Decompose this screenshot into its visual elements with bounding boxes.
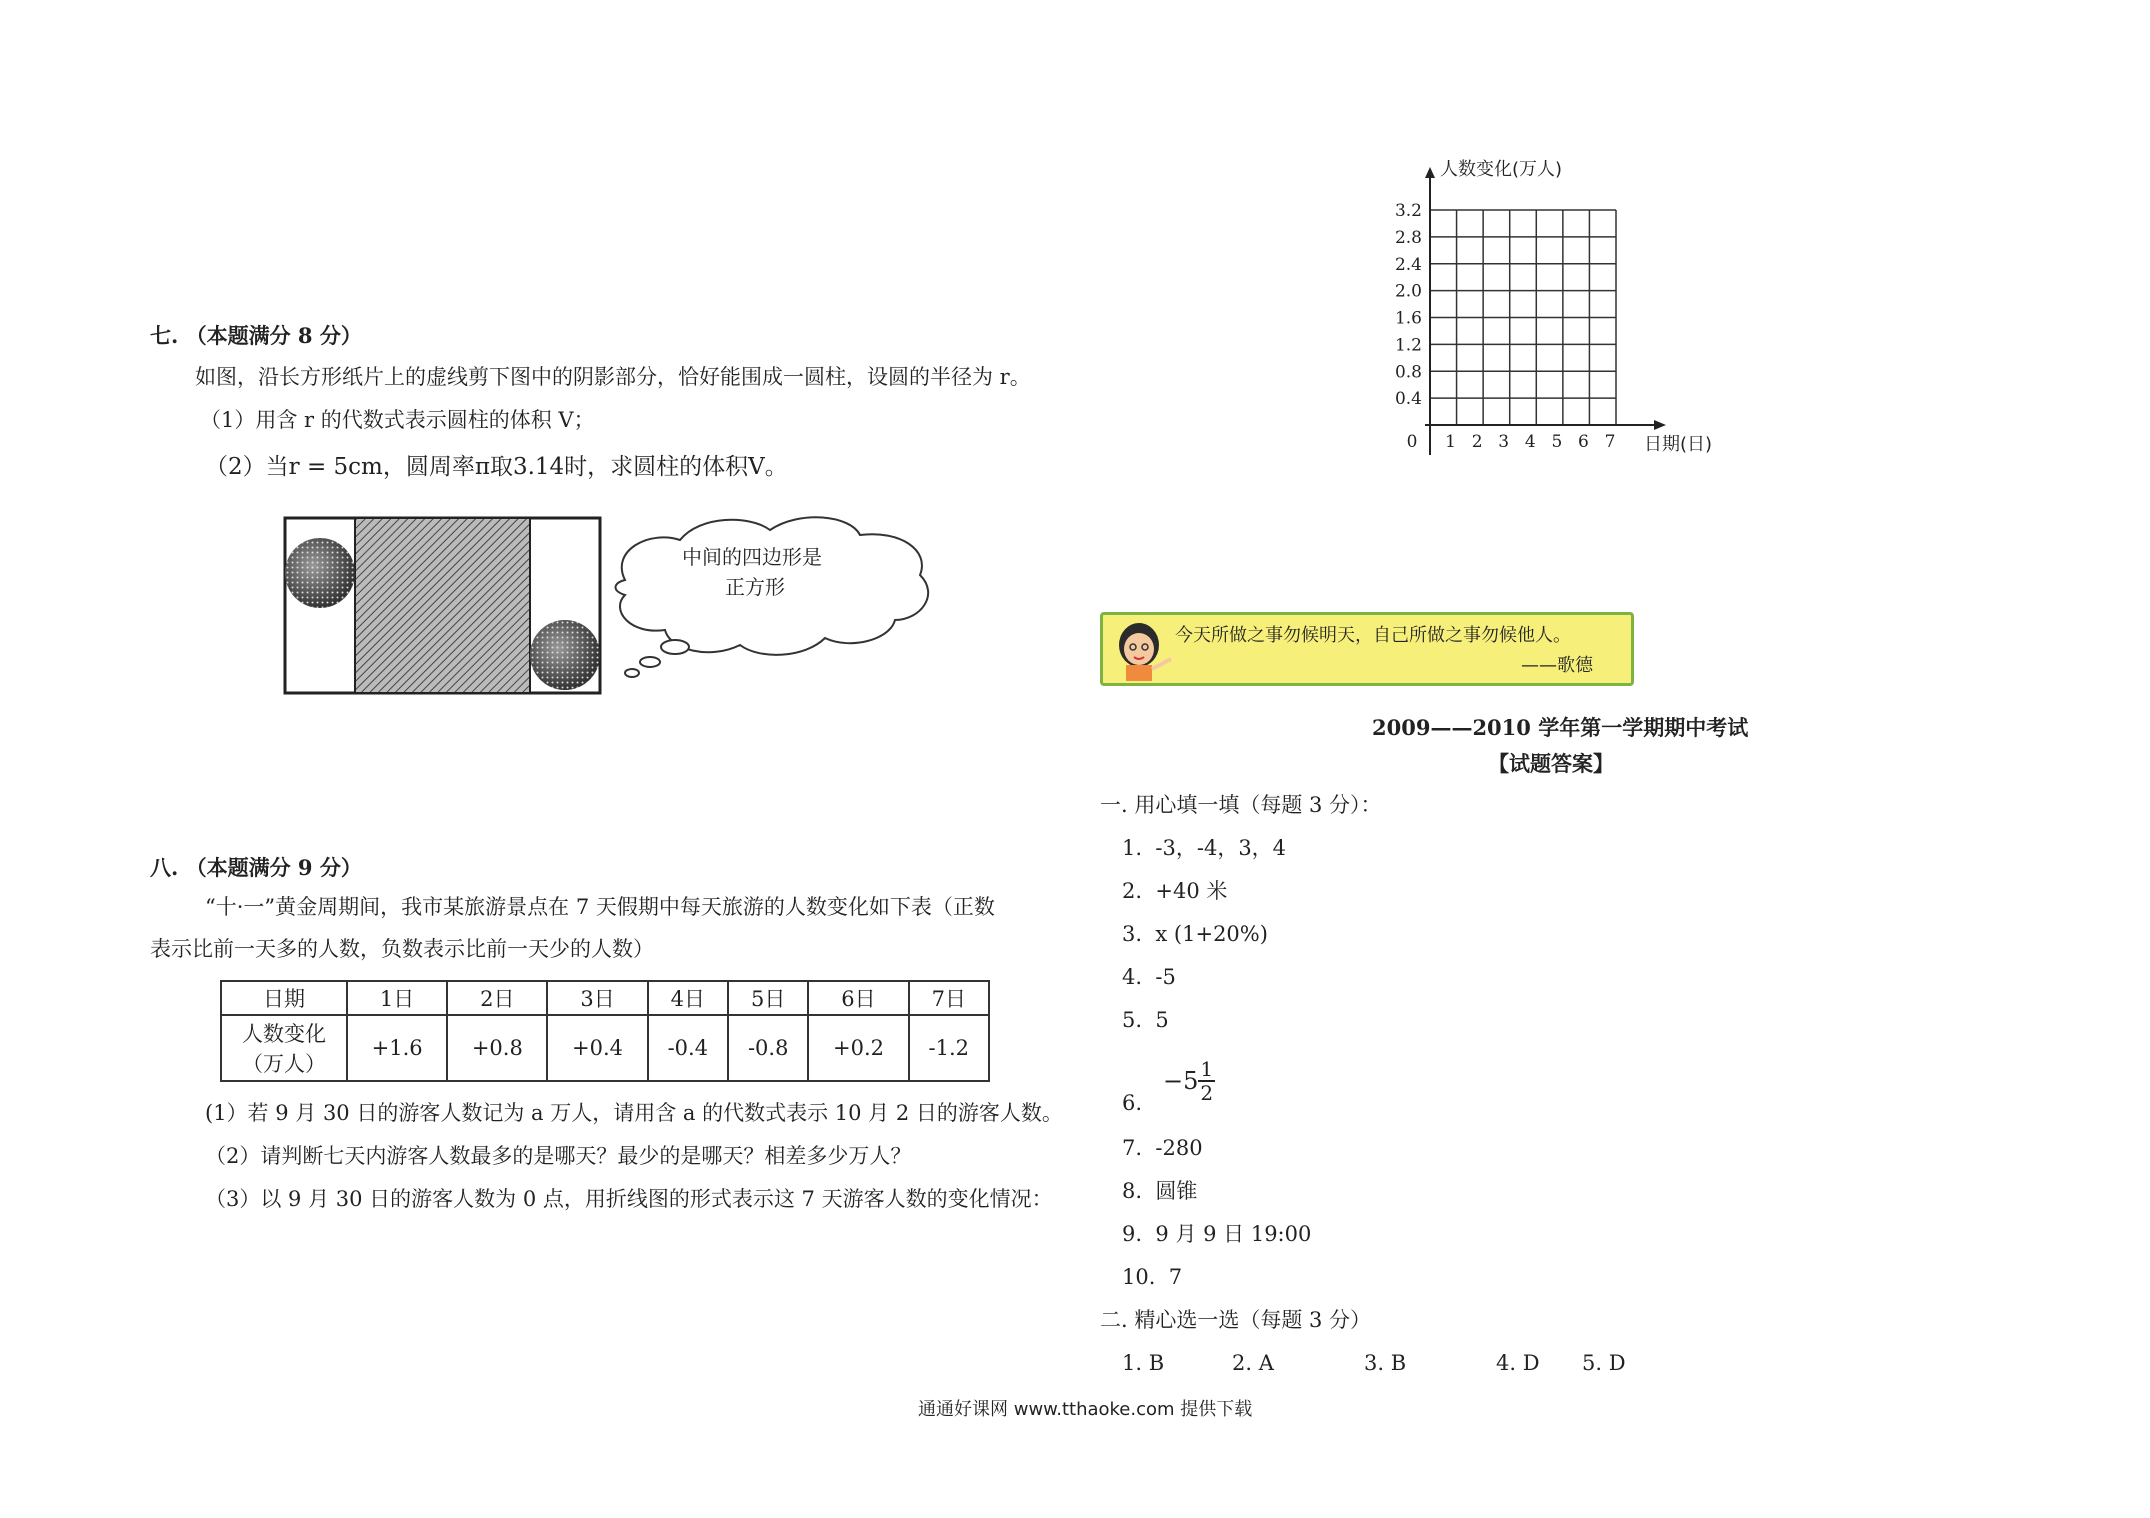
answer-text: 圆锥 — [1155, 1179, 1198, 1203]
shaded-square — [356, 519, 529, 692]
table-day: 7日 — [909, 981, 989, 1015]
q8-line-chart — [1380, 145, 1740, 475]
table-value-row — [221, 1015, 989, 1081]
y-tick-label: 0.4 — [1394, 389, 1422, 410]
answer-item — [1122, 1219, 1311, 1249]
footer-credit: 通通好课网 www.tthaoke.com 提供下载 — [918, 1399, 1253, 1420]
table-value: +1.6 — [347, 1015, 447, 1081]
table-value: +0.4 — [547, 1015, 647, 1081]
x-tick-label: 6 — [1578, 432, 1589, 452]
fraction-numerator: 1 — [1200, 1057, 1214, 1081]
y-tick-label: 2.4 — [1394, 254, 1422, 275]
x-axis-label: 日期(日) — [1644, 434, 1713, 455]
choice-answer: 5. D — [1582, 1351, 1626, 1375]
answers-section2: 二. 精心选一选（每题 3 分） — [1100, 1308, 1372, 1332]
y-axis-arrow — [1425, 167, 1435, 178]
table-header-row — [221, 981, 989, 1015]
answer-num: 7. — [1122, 1136, 1143, 1160]
answer-item — [1122, 1262, 1182, 1292]
answer-text: -3，-4，3，4 — [1155, 836, 1287, 860]
answer-text: 9 月 9 日 19:00 — [1155, 1222, 1312, 1246]
fraction-denominator: 2 — [1200, 1081, 1214, 1105]
bubble-text-line1: 中间的四边形是 — [682, 545, 822, 569]
bubble-text-line2: 正方形 — [725, 575, 785, 599]
row-label-line1: 人数变化 — [242, 1022, 326, 1046]
choice-answer: 3. B — [1364, 1351, 1407, 1375]
answer-item — [1122, 1005, 1169, 1035]
answer-text: x (1+20%) — [1155, 922, 1268, 946]
q8-sub1: (1）若 9 月 30 日的游客人数记为 a 万人，请用含 a 的代数式表示 10 月 2 日的游客人数。 — [205, 1101, 1063, 1125]
answer-num: 2. — [1122, 879, 1143, 903]
q8-intro-line2: 表示比前一天多的人数，负数表示比前一天少的人数） — [150, 937, 654, 961]
answer-text: 5 — [1155, 1008, 1169, 1032]
answer-item-6-num: 6. — [1122, 1091, 1143, 1115]
choice-answer: 4. D — [1496, 1351, 1540, 1375]
q8-table — [220, 980, 990, 1082]
q7-title: 七. （本题满分 8 分） — [150, 323, 362, 348]
answer-text: +40 米 — [1155, 879, 1228, 903]
x-tick-label: 1 — [1445, 432, 1456, 452]
quote-text: 今天所做之事勿候明天，自己所做之事勿候他人。 — [1175, 625, 1571, 646]
answers-subtitle: 【试题答案】 — [1488, 751, 1614, 776]
answer-num: 4. — [1122, 965, 1143, 989]
answers-section1: 一. 用心填一填（每题 3 分）： — [1100, 793, 1382, 817]
answer-text: -280 — [1155, 1136, 1203, 1160]
x-tick-label: 4 — [1524, 432, 1536, 452]
cartoon-girl-icon — [1109, 617, 1179, 681]
answer-num: 5. — [1122, 1008, 1143, 1032]
y-tick-label: 1.2 — [1394, 335, 1422, 356]
x-tick-label: 5 — [1551, 432, 1563, 452]
table-day: 1日 — [347, 981, 447, 1015]
q8-title: 八. （本题满分 9 分） — [150, 855, 362, 880]
q7-intro: 如图，沿长方形纸片上的虚线剪下图中的阴影部分，恰好能围成一圆柱，设圆的半径为 r。 — [195, 365, 1031, 389]
answer-item — [1122, 962, 1176, 992]
answer-num: 1. — [1122, 836, 1143, 860]
answer-item — [1122, 1176, 1197, 1206]
table-value: -0.4 — [648, 1015, 728, 1081]
y-tick-label: 0.8 — [1394, 362, 1422, 383]
y-tick-label: 1.6 — [1394, 308, 1422, 329]
q8-intro-line1: “十·一”黄金周期间，我市某旅游景点在 7 天假期中每天旅游的人数变化如下表（正数 — [205, 895, 995, 919]
table-value: +0.2 — [808, 1015, 908, 1081]
choice-answer: 1. B — [1122, 1351, 1165, 1375]
row-label-line2: （万人） — [242, 1052, 326, 1076]
table-day: 5日 — [728, 981, 808, 1015]
x-tick-label: 3 — [1498, 432, 1510, 452]
x-axis-arrow — [1654, 420, 1666, 430]
y-axis-label: 人数变化(万人) — [1440, 159, 1563, 180]
table-day: 3日 — [547, 981, 647, 1015]
table-value: -0.8 — [728, 1015, 808, 1081]
answer-num: 9. — [1122, 1222, 1143, 1246]
answer-num: 3. — [1122, 922, 1143, 946]
answer-item — [1122, 919, 1268, 949]
q7-sub2: （2）当r = 5cm，圆周率π取3.14时，求圆柱的体积V。 — [205, 454, 788, 480]
answer-num: 8. — [1122, 1179, 1143, 1203]
quote-box — [1100, 612, 1634, 686]
answer-item — [1122, 1133, 1203, 1163]
choice-answer: 2. A — [1232, 1351, 1274, 1375]
answer-item — [1122, 833, 1286, 863]
answer-item — [1122, 876, 1227, 906]
table-day: 2日 — [447, 981, 547, 1015]
table-row-label — [221, 1015, 347, 1081]
x-tick-label: 2 — [1471, 432, 1483, 452]
q7-sub1: （1）用含 r 的代数式表示圆柱的体积 V； — [200, 408, 595, 432]
table-day: 6日 — [808, 981, 908, 1015]
answer-item-6-fraction — [1163, 1058, 1215, 1104]
answers-title: 2009——2010 学年第一学期期中考试 — [1372, 715, 1749, 740]
table-value: +0.8 — [447, 1015, 547, 1081]
fraction-whole: −5 — [1163, 1067, 1199, 1095]
origin-label: 0 — [1406, 432, 1418, 452]
y-tick-label: 2.8 — [1394, 227, 1422, 248]
quote-author: ——歌德 — [1521, 655, 1593, 676]
y-tick-label: 3.2 — [1394, 201, 1422, 221]
q8-sub2: （2）请判断七天内游客人数最多的是哪天？最少的是哪天？相差多少万人？ — [205, 1144, 912, 1168]
table-day: 4日 — [648, 981, 728, 1015]
answer-text: -5 — [1155, 965, 1176, 989]
answer-num: 10. — [1122, 1265, 1156, 1289]
q8-sub3: （3）以 9 月 30 日的游客人数为 0 点，用折线图的形式表示这 7 天游客人数的变化情况： — [205, 1187, 1053, 1211]
y-tick-label: 2.0 — [1394, 281, 1422, 302]
answer-text: 7 — [1168, 1265, 1183, 1289]
table-header-label: 日期 — [221, 981, 347, 1015]
table-value: -1.2 — [909, 1015, 989, 1081]
q7-figure — [280, 510, 940, 700]
x-tick-label: 7 — [1604, 432, 1616, 452]
